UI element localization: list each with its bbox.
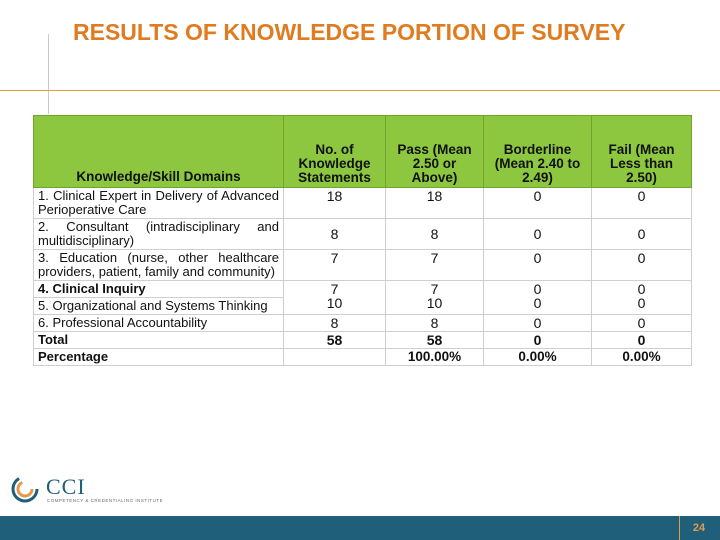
row-borderline: 0 [484, 219, 592, 250]
results-table-container [33, 115, 691, 366]
row-fail: 0 [592, 315, 692, 332]
total-borderline: 0 [484, 332, 592, 349]
row-statements: 7 [330, 281, 339, 297]
row-borderline: 0 [533, 281, 542, 297]
footer-bar [0, 516, 720, 540]
footer-divider [679, 516, 680, 540]
row-pass: 7 [430, 281, 439, 297]
table-row [34, 281, 692, 298]
vertical-rule [48, 34, 49, 114]
cci-logo [10, 472, 200, 508]
header-fail: Fail (Mean Less than 2.50) [592, 116, 692, 188]
cci-logo-icon [10, 474, 40, 504]
row-pass: 8 [386, 219, 484, 250]
row-domain: 6. Professional Accountability [34, 315, 284, 332]
total-row [34, 332, 692, 349]
row-borderline: 0 [484, 250, 592, 281]
percentage-pass: 100.00% [386, 349, 484, 366]
total-label: Total [34, 332, 284, 349]
row-fail: 0 [637, 281, 646, 297]
header-statements: No. of Knowledge Statements [284, 116, 386, 188]
row-statements: 8 [284, 219, 386, 250]
percentage-row [34, 349, 692, 366]
row-pass: 7 [386, 250, 484, 281]
total-fail: 0 [592, 332, 692, 349]
row-borderline: 0 [533, 295, 542, 311]
table-row [34, 219, 692, 250]
total-statements: 58 [284, 332, 386, 349]
logo-wordmark: CCI [46, 474, 86, 499]
row-statements: 18 [284, 188, 386, 219]
row-pass-group [386, 281, 484, 315]
header-pass: Pass (Mean 2.50 or Above) [386, 116, 484, 188]
row-statements: 8 [284, 315, 386, 332]
page-number: 24 [692, 522, 706, 534]
row-borderline: 0 [484, 315, 592, 332]
row-fail: 0 [592, 250, 692, 281]
row-domain: 5. Organizational and Systems Thinking [34, 298, 284, 315]
table-header-row [34, 116, 692, 188]
total-pass: 58 [386, 332, 484, 349]
percentage-statements [284, 349, 386, 366]
results-table [33, 115, 692, 366]
percentage-borderline: 0.00% [484, 349, 592, 366]
row-statements: 7 [284, 250, 386, 281]
row-domain: 3. Education (nurse, other healthcare providers, patient, family and community) [34, 250, 284, 281]
row-pass: 10 [426, 295, 443, 311]
table-row [34, 250, 692, 281]
row-fail: 0 [637, 295, 646, 311]
row-statements: 10 [326, 295, 343, 311]
percentage-label: Percentage [34, 349, 284, 366]
row-domain: 4. Clinical Inquiry [34, 281, 284, 298]
row-fail-group [592, 281, 692, 315]
header-borderline: Borderline (Mean 2.40 to 2.49) [484, 116, 592, 188]
logo-subtitle: COMPETENCY & CREDENTIALING INSTITUTE [47, 498, 164, 503]
header-domains: Knowledge/Skill Domains [34, 116, 284, 188]
percentage-fail: 0.00% [592, 349, 692, 366]
row-domain: 1. Clinical Expert in Delivery of Advanced Perioperative Care [34, 188, 284, 219]
row-pass: 8 [386, 315, 484, 332]
table-row [34, 315, 692, 332]
row-statements-group [284, 281, 386, 315]
title-underline [0, 90, 720, 91]
row-fail: 0 [592, 219, 692, 250]
row-pass: 18 [386, 188, 484, 219]
row-fail: 0 [592, 188, 692, 219]
page-title: RESULTS OF KNOWLEDGE PORTION OF SURVEY [73, 19, 626, 45]
row-borderline-group [484, 281, 592, 315]
row-domain: 2. Consultant (intradisciplinary and multidisciplinary) [34, 219, 284, 250]
row-borderline: 0 [484, 188, 592, 219]
table-row [34, 188, 692, 219]
